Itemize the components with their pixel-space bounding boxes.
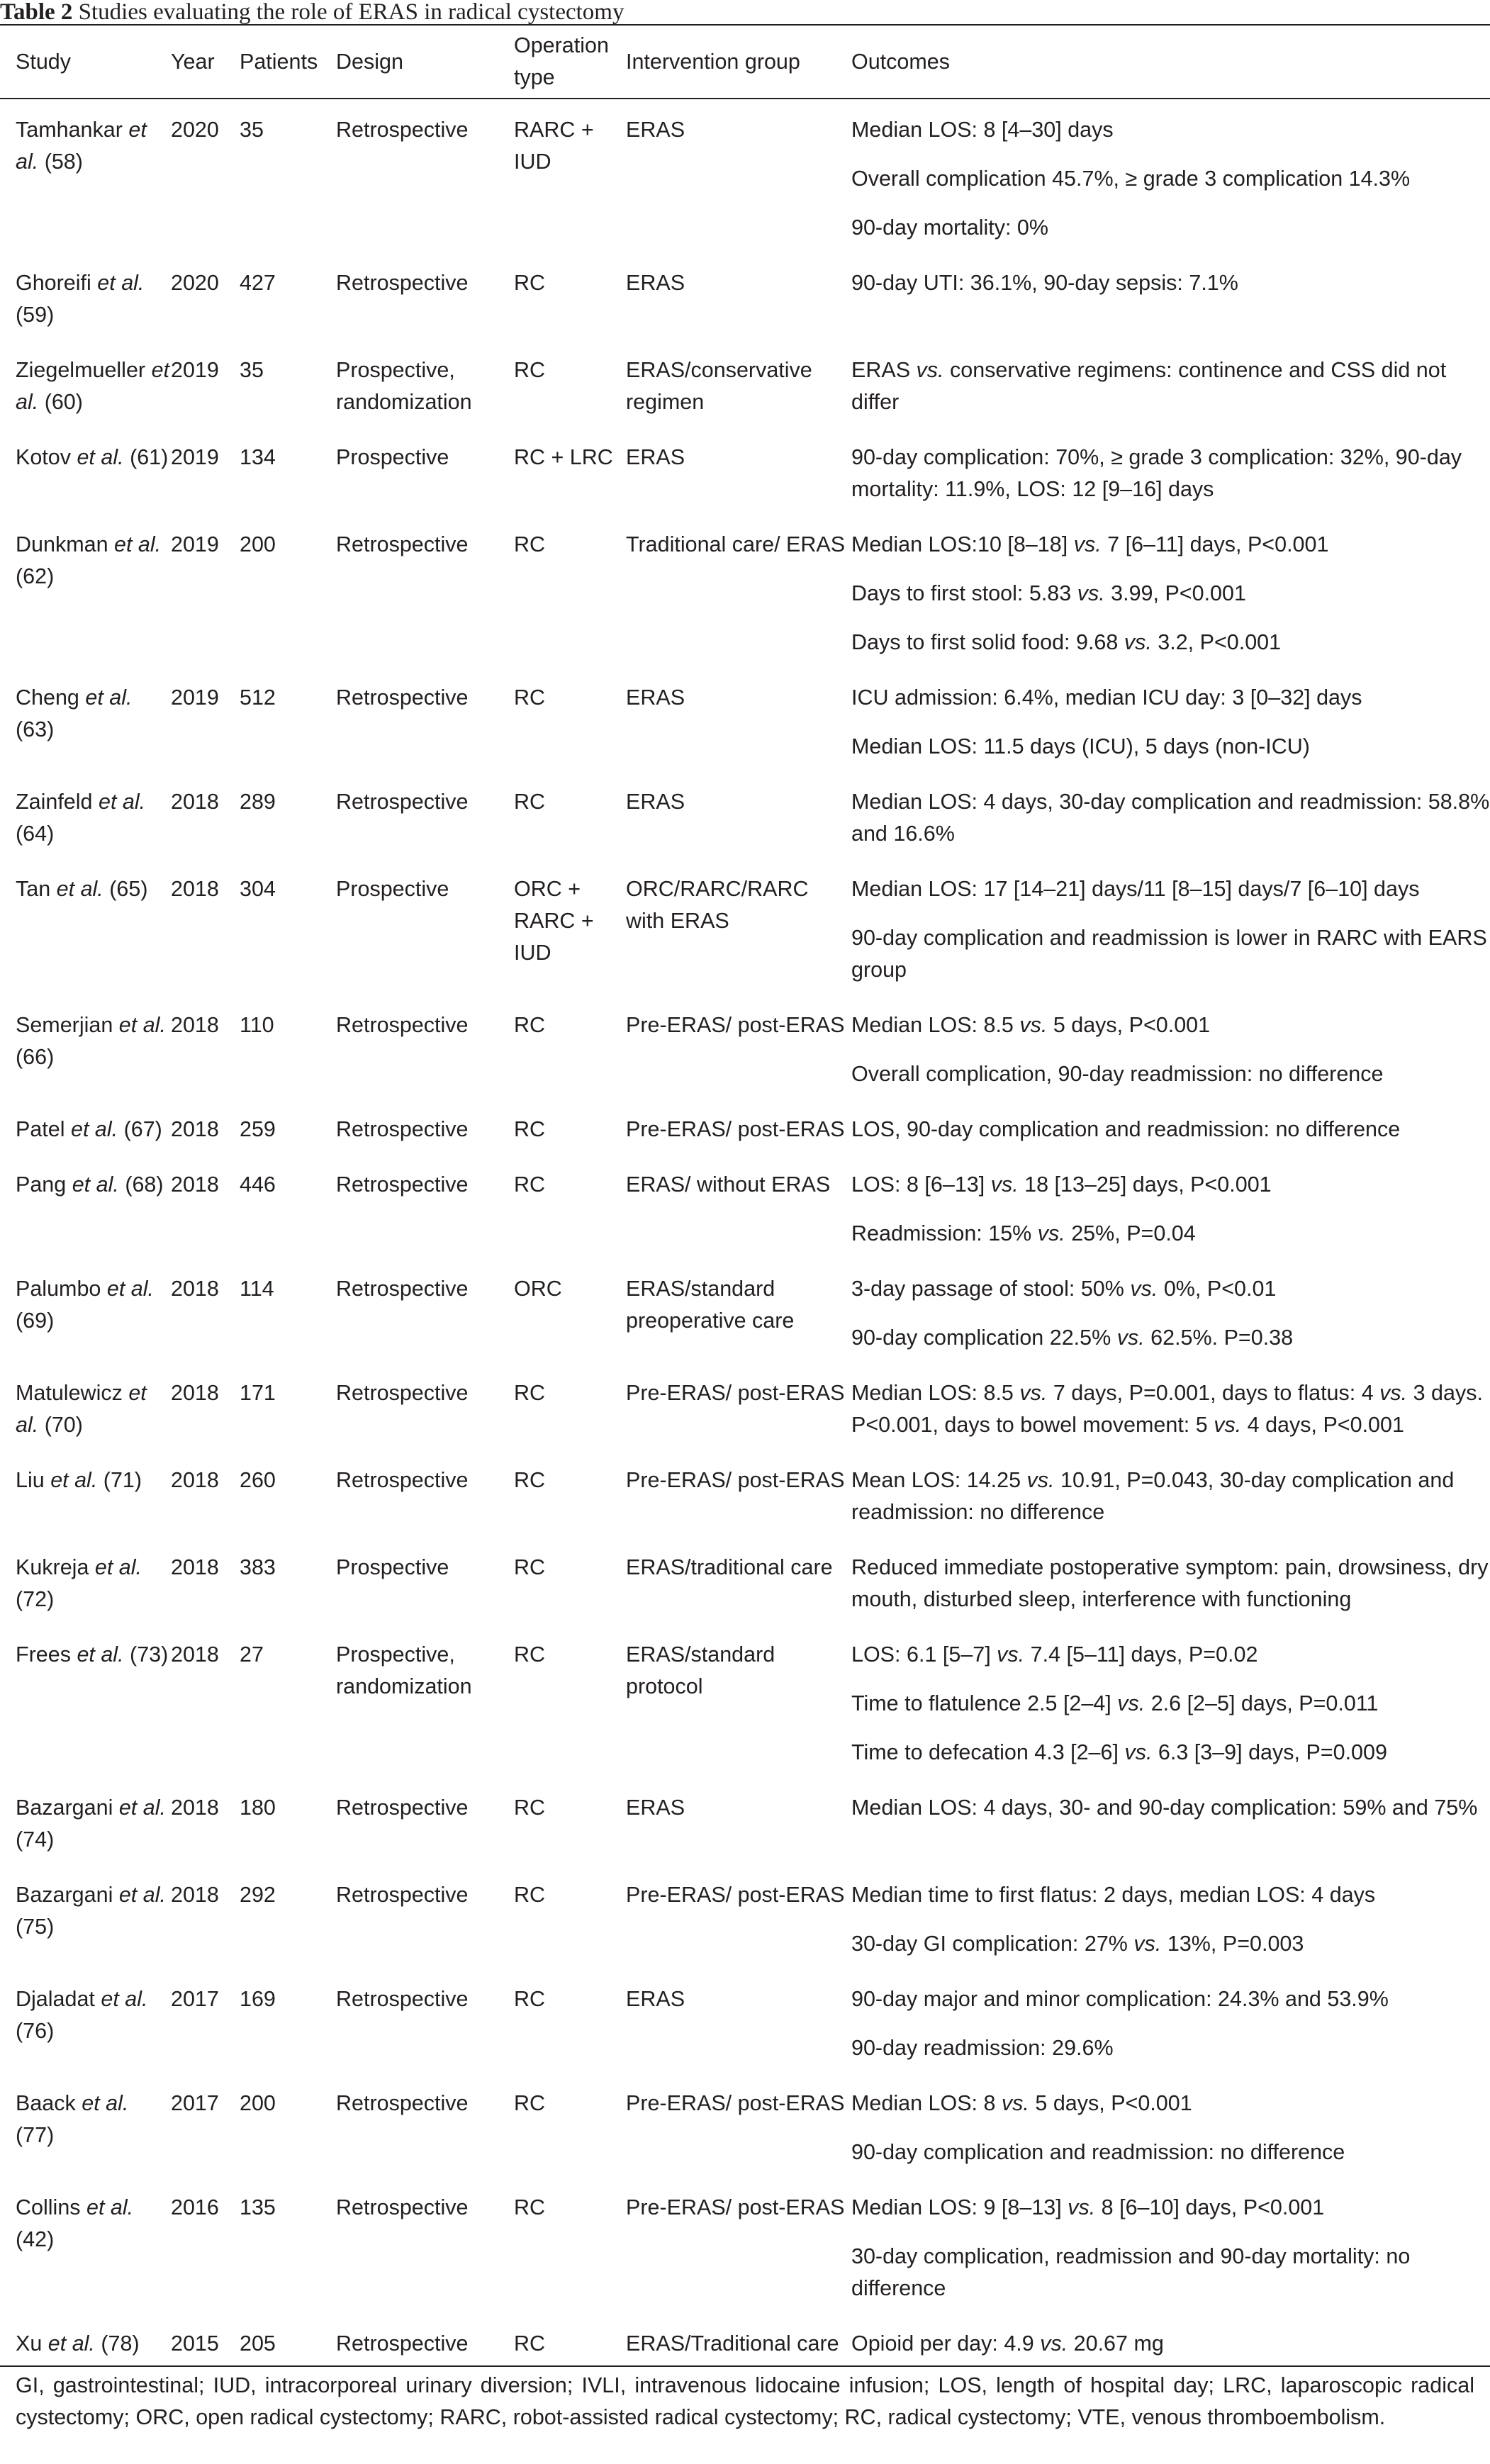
cell-study: Pang et al. (68) (16, 1172, 164, 1197)
column-header-operation-type (514, 25, 626, 99)
table-row (0, 2313, 1490, 2366)
cell-outcome: ERAS vs. conservative regimens: continence and CSS did not differ (851, 358, 1447, 414)
cell-design: Retrospective (336, 1796, 469, 1820)
cell-study: Ghoreifi et al. (59) (16, 271, 145, 327)
cell-intervention-group: ERAS (626, 118, 685, 142)
cell-operation-type: RC (514, 685, 546, 710)
table-caption-label: Table 2 (0, 0, 73, 25)
cell-design: Retrospective (336, 1172, 469, 1197)
cell-outcome: Median LOS: 11.5 days (ICU), 5 days (non-ICU) (851, 734, 1310, 758)
table-row (0, 1777, 1490, 1864)
column-header-study: Study (0, 25, 171, 99)
cell-study: Zainfeld et al. (64) (16, 790, 146, 846)
cell-operation-type: ORC (514, 1277, 562, 1301)
table-row (0, 99, 1490, 146)
cell-outcome: Median LOS: 4 days, 30- and 90-day complication: 59% and 75% (851, 1796, 1478, 1820)
cell-year: 2020 (171, 271, 219, 295)
cell-design: Retrospective (336, 1013, 469, 1037)
cell-patients: 27 (240, 1642, 264, 1667)
cell-year: 2018 (171, 1555, 219, 1579)
cell-study: Liu et al. (71) (16, 1468, 142, 1492)
table-row (0, 2177, 1490, 2224)
table-header (0, 25, 1490, 99)
cell-operation-type: RC (514, 1796, 546, 1820)
cell-outcome: Median LOS: 17 [14–21] days/11 [8–15] days/7 [6–10] days (851, 877, 1420, 901)
cell-patients: 200 (240, 2091, 276, 2115)
cell-year: 2019 (171, 532, 219, 556)
cell-study: Xu et al. (78) (0, 2313, 171, 2366)
cell-study: Bazargani et al. (75) (16, 1883, 166, 1939)
cell-study: Dunkman et al. (62) (16, 532, 162, 588)
table-footnote: GI, gastrointestinal; IUD, intracorporeal urinary diversion; IVLI, intravenous lidocaine infusion; LOS, length of hospital day; LRC, laparoscopic radical cystectomy; ORC, open radical cystectomy; RARC, robot-assisted radical cystectomy; RC, radical cystectomy; VTE, venous thromboembolism. (16, 2373, 1474, 2429)
cell-study: Tan et al. (65) (16, 877, 148, 901)
cell-study: Collins et al. (42) (16, 2195, 134, 2251)
cell-study: Semerjian et al. (66) (16, 1013, 166, 1069)
cell-design: Retrospective (336, 1987, 469, 2011)
cell-patients: 260 (240, 1468, 276, 1492)
table-row (0, 667, 1490, 714)
cell-outcome: Overall complication 45.7%, ≥ grade 3 complication 14.3% (851, 167, 1411, 191)
table-row (0, 514, 1490, 561)
table-row (0, 771, 1490, 858)
cell-year: 2016 (171, 2195, 219, 2219)
cell-outcome: LOS: 8 [6–13] vs. 18 [13–25] days, P<0.001 (851, 1172, 1272, 1197)
cell-intervention-group: ERAS/standard protocol (626, 1642, 775, 1698)
cell-outcome: Median LOS: 8.5 vs. 5 days, P<0.001 (851, 1013, 1211, 1037)
cell-design: Prospective (336, 445, 449, 469)
table-row (0, 427, 1490, 514)
cell-operation-type: RARC + IUD (514, 118, 594, 174)
cell-operation-type: RC (514, 271, 546, 295)
column-header-intervention-group: Intervention group (626, 25, 851, 99)
cell-intervention-group: ERAS/traditional care (626, 1555, 833, 1579)
table-row (0, 1362, 1490, 1450)
table-row (0, 995, 1490, 1041)
cell-design: Retrospective (336, 2313, 514, 2366)
table-body (0, 99, 1490, 2366)
cell-operation-type: RC (514, 1883, 546, 1907)
cell-intervention-group: ERAS (626, 685, 685, 710)
cell-patients: 292 (240, 1883, 276, 1907)
cell-study: Tamhankar et al. (58) (16, 118, 147, 174)
table-row (0, 2073, 1490, 2119)
cell-design: Prospective, randomization (336, 358, 472, 414)
cell-operation-type: RC (514, 1555, 546, 1579)
cell-study: Kukreja et al. (72) (16, 1555, 142, 1611)
cell-operation-type: RC (514, 1987, 546, 2011)
cell-patients: 205 (240, 2313, 336, 2366)
cell-year: 2019 (171, 685, 219, 710)
cell-outcome: Median LOS: 9 [8–13] vs. 8 [6–10] days, P<0.001 (851, 2195, 1325, 2219)
cell-patients: 259 (240, 1117, 276, 1141)
cell-intervention-group: ERAS (626, 445, 685, 469)
cell-intervention-group: ERAS (626, 1796, 685, 1820)
cell-design: Retrospective (336, 685, 469, 710)
cell-intervention-group: ERAS (626, 271, 685, 295)
cell-patients: 135 (240, 2195, 276, 2219)
header-row (0, 25, 1490, 99)
table-row (0, 1450, 1490, 1537)
cell-design: Prospective, randomization (336, 1642, 472, 1698)
cell-year: 2018 (171, 790, 219, 814)
table-row (0, 340, 1490, 427)
cell-outcome: Days to first solid food: 9.68 vs. 3.2, P<0.001 (851, 630, 1282, 654)
cell-intervention-group: ORC/RARC/RARC with ERAS (626, 877, 809, 933)
cell-outcome: ICU admission: 6.4%, median ICU day: 3 [0–32] days (851, 685, 1362, 710)
cell-year: 2017 (171, 1987, 219, 2011)
cell-operation-type: RC + LRC (514, 445, 613, 469)
cell-design: Retrospective (336, 1883, 469, 1907)
table-row (0, 1154, 1490, 1201)
cell-intervention-group: ERAS (626, 1987, 685, 2011)
cell-intervention-group: ERAS/Traditional care (626, 2313, 851, 2366)
cell-outcome: Median LOS: 8 [4–30] days (851, 118, 1114, 142)
cell-year: 2017 (171, 2091, 219, 2115)
table-caption (0, 0, 1490, 24)
cell-year: 2018 (171, 1172, 219, 1197)
cell-operation-type: RC (514, 1172, 546, 1197)
column-header-operation-type-text: Operation type (514, 33, 609, 89)
cell-outcome: Reduced immediate postoperative symptom: pain, drowsiness, dry mouth, disturbed sleep, interference with functioning (851, 1555, 1489, 1611)
cell-patients: 427 (240, 271, 276, 295)
cell-year: 2019 (171, 358, 219, 382)
cell-year: 2018 (171, 1642, 219, 1667)
cell-outcome: Days to first stool: 5.83 vs. 3.99, P<0.001 (851, 581, 1246, 605)
studies-table (0, 24, 1490, 2367)
cell-patients: 35 (240, 118, 264, 142)
cell-intervention-group: ERAS/ without ERAS (626, 1172, 831, 1197)
column-header-design: Design (336, 25, 514, 99)
cell-design: Prospective (336, 1555, 449, 1579)
cell-study: Patel et al. (67) (16, 1117, 162, 1141)
cell-design: Retrospective (336, 1117, 469, 1141)
cell-year: 2020 (171, 118, 219, 142)
cell-design: Retrospective (336, 1381, 469, 1405)
cell-patients: 110 (240, 1013, 274, 1037)
table-caption-text: Studies evaluating the role of ERAS in radical cystectomy (78, 0, 624, 25)
cell-year: 2015 (171, 2313, 240, 2366)
cell-patients: 169 (240, 1987, 276, 2011)
cell-outcome: 90-day UTI: 36.1%, 90-day sepsis: 7.1% (851, 271, 1238, 295)
cell-outcome: LOS: 6.1 [5–7] vs. 7.4 [5–11] days, P=0.02 (851, 1642, 1258, 1667)
table-row (0, 1537, 1490, 1624)
cell-study: Djaladat et al. (76) (16, 1987, 148, 2043)
cell-outcome: 90-day complication 22.5% vs. 62.5%. P=0.38 (851, 1326, 1294, 1350)
cell-patients: 512 (240, 685, 276, 710)
cell-operation-type: RC (514, 2195, 546, 2219)
cell-operation-type: RC (514, 790, 546, 814)
cell-patients: 289 (240, 790, 276, 814)
cell-intervention-group: Traditional care/ ERAS (626, 532, 846, 556)
cell-operation-type: RC (514, 1117, 546, 1141)
cell-study: Matulewicz et al. (70) (16, 1381, 147, 1437)
cell-operation-type: RC (514, 2091, 546, 2115)
table-row (0, 1864, 1490, 1911)
cell-outcome: Time to flatulence 2.5 [2–4] vs. 2.6 [2–5] days, P=0.011 (851, 1691, 1379, 1715)
cell-year: 2019 (171, 445, 219, 469)
cell-outcome: Median LOS: 8.5 vs. 7 days, P=0.001, days to flatus: 4 vs. 3 days. P<0.001, days to bowel movement: 5 vs. 4 days, P<0.001 (851, 1381, 1483, 1437)
cell-design: Retrospective (336, 790, 469, 814)
cell-patients: 446 (240, 1172, 276, 1197)
cell-design: Retrospective (336, 2091, 469, 2115)
cell-outcome: Median LOS: 8 vs. 5 days, P<0.001 (851, 2091, 1192, 2115)
cell-outcome: 30-day complication, readmission and 90-day mortality: no difference (851, 2244, 1411, 2300)
cell-year: 2018 (171, 1796, 219, 1820)
cell-operation-type: RC (514, 1468, 546, 1492)
cell-outcome: Time to defecation 4.3 [2–6] vs. 6.3 [3–9] days, P=0.009 (851, 1740, 1387, 1764)
cell-patients: 114 (240, 1277, 274, 1301)
cell-operation-type: RC (514, 532, 546, 556)
cell-outcome: 90-day complication: 70%, ≥ grade 3 complication: 32%, 90-day mortality: 11.9%, LOS: 12 [9–16] days (851, 445, 1462, 501)
cell-outcome: Overall complication, 90-day readmission: no difference (851, 1062, 1384, 1086)
table-row (0, 1099, 1490, 1154)
cell-intervention-group: ERAS/conservative regimen (626, 358, 812, 414)
cell-operation-type: RC (514, 1013, 546, 1037)
column-header-patients: Patients (240, 25, 336, 99)
cell-intervention-group: Pre-ERAS/ post-ERAS (626, 1117, 845, 1141)
cell-outcome: LOS, 90-day complication and readmission: no difference (851, 1117, 1401, 1141)
cell-operation-type: RC (514, 2313, 626, 2366)
cell-patients: 134 (240, 445, 276, 469)
cell-study: Ziegelmueller et al. (60) (16, 358, 169, 414)
cell-outcome: Readmission: 15% vs. 25%, P=0.04 (851, 1221, 1196, 1245)
cell-study: Bazargani et al. (74) (16, 1796, 166, 1852)
column-header-outcomes: Outcomes (851, 25, 1490, 99)
cell-outcome: Median LOS: 4 days, 30-day complication and readmission: 58.8% and 16.6% (851, 790, 1490, 846)
cell-design: Retrospective (336, 118, 469, 142)
cell-patients: 200 (240, 532, 276, 556)
cell-patients: 35 (240, 358, 264, 382)
cell-outcome: 90-day mortality: 0% (851, 215, 1048, 240)
cell-intervention-group: Pre-ERAS/ post-ERAS (626, 1381, 845, 1405)
cell-outcome: Mean LOS: 14.25 vs. 10.91, P=0.043, 30-day complication and readmission: no difference (851, 1468, 1455, 1524)
table-row (0, 858, 1490, 905)
cell-outcome: 90-day major and minor complication: 24.3% and 53.9% (851, 1987, 1389, 2011)
column-header-year: Year (171, 25, 240, 99)
cell-design: Retrospective (336, 2195, 469, 2219)
cell-outcome: 90-day complication and readmission is lower in RARC with EARS group (851, 926, 1487, 982)
cell-outcome: Median LOS:10 [8–18] vs. 7 [6–11] days, P<0.001 (851, 532, 1329, 556)
cell-intervention-group: Pre-ERAS/ post-ERAS (626, 2091, 845, 2115)
cell-intervention-group: Pre-ERAS/ post-ERAS (626, 2195, 845, 2219)
cell-patients: 304 (240, 877, 276, 901)
cell-patients: 383 (240, 1555, 276, 1579)
cell-year: 2018 (171, 1277, 219, 1301)
cell-operation-type: ORC + RARC + IUD (514, 877, 594, 965)
cell-outcome: 30-day GI complication: 27% vs. 13%, P=0.003 (851, 1932, 1304, 1956)
cell-patients: 171 (240, 1381, 276, 1405)
table-row (0, 1624, 1490, 1671)
cell-operation-type: RC (514, 358, 546, 382)
cell-intervention-group: ERAS/standard preoperative care (626, 1277, 795, 1333)
cell-design: Retrospective (336, 271, 469, 295)
cell-study: Baack et al. (77) (16, 2091, 129, 2147)
cell-design: Retrospective (336, 532, 469, 556)
cell-study: Palumbo et al. (69) (16, 1277, 154, 1333)
cell-outcome: Opioid per day: 4.9 vs. 20.67 mg (851, 2313, 1490, 2366)
cell-year: 2018 (171, 1013, 219, 1037)
cell-year: 2018 (171, 1468, 219, 1492)
cell-patients: 180 (240, 1796, 276, 1820)
cell-study: Kotov et al. (61) (16, 445, 169, 469)
cell-year: 2018 (171, 1117, 219, 1141)
cell-study: Cheng et al. (63) (16, 685, 133, 741)
cell-study: Frees et al. (73) (16, 1642, 169, 1667)
table-row (0, 1258, 1490, 1305)
cell-outcome: Median time to first flatus: 2 days, median LOS: 4 days (851, 1883, 1376, 1907)
cell-intervention-group: Pre-ERAS/ post-ERAS (626, 1013, 845, 1037)
cell-intervention-group: ERAS (626, 790, 685, 814)
cell-operation-type: RC (514, 1381, 546, 1405)
cell-year: 2018 (171, 877, 219, 901)
cell-design: Prospective (336, 877, 449, 901)
cell-design: Retrospective (336, 1468, 469, 1492)
cell-design: Retrospective (336, 1277, 469, 1301)
cell-year: 2018 (171, 1883, 219, 1907)
cell-operation-type: RC (514, 1642, 546, 1667)
table-row (0, 1969, 1490, 2015)
cell-outcome: 90-day readmission: 29.6% (851, 2036, 1114, 2060)
cell-intervention-group: Pre-ERAS/ post-ERAS (626, 1883, 845, 1907)
cell-intervention-group: Pre-ERAS/ post-ERAS (626, 1468, 845, 1492)
cell-outcome: 3-day passage of stool: 50% vs. 0%, P<0.01 (851, 1277, 1277, 1301)
cell-outcome: 90-day complication and readmission: no difference (851, 2140, 1345, 2164)
table-row (0, 252, 1490, 340)
cell-year: 2018 (171, 1381, 219, 1405)
